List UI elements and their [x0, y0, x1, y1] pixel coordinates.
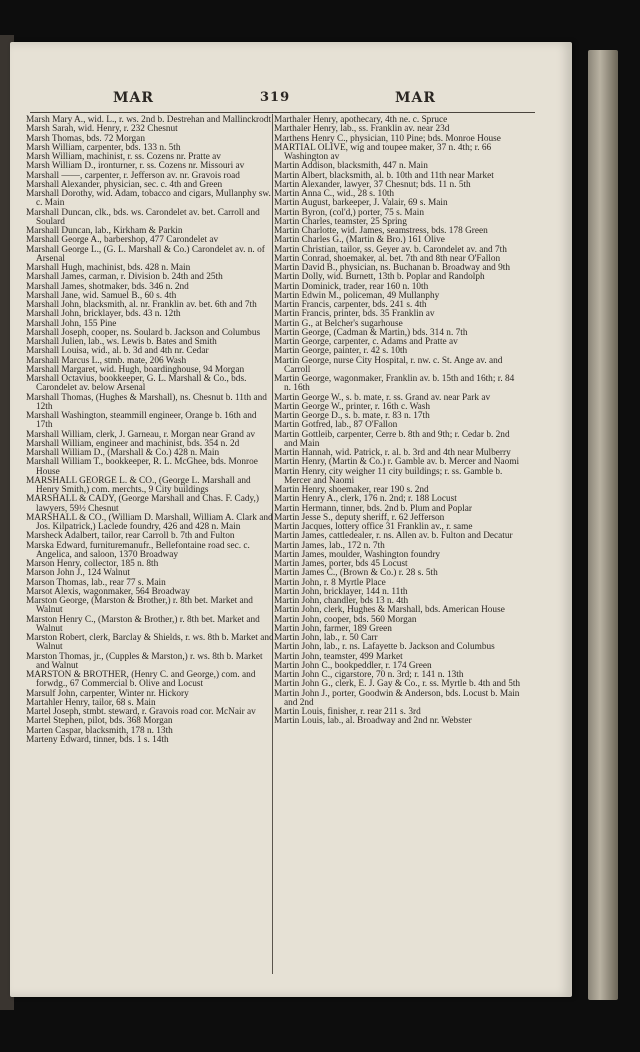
right-column	[274, 116, 522, 727]
directory-entry: Martin John C., bookpeddler, r. 174 Green	[274, 660, 432, 671]
directory-page	[10, 42, 572, 997]
directory-entry: Marsh Mary A., wid. L., r. ws. 2nd b. Destrehan and Mallinckrodt	[26, 115, 272, 125]
directory-entry: Marsh William D., ironturner, r. ss. Cozens nr. Missouri av	[26, 161, 245, 172]
directory-entry: MARSHALL & CO., (William D. Marshall, William A. Clark and Jos. Kilpatrick,) Laclede foundry, 426 and 428 n. Main	[26, 512, 273, 532]
directory-entry: Marshall Duncan, lab., Kirkham & Parkin	[26, 226, 183, 236]
directory-entry: Marsh William, machinist, r. ss. Cozens nr. Pratte av	[26, 152, 221, 162]
directory-entry: Martin John, lab., r. 50 Carr	[274, 633, 378, 643]
directory-entry: Marshall Marcus L., stmb. mate, 206 Wash	[26, 355, 187, 366]
directory-entry: Martin Francis, carpenter, bds. 241 s. 4th	[274, 300, 427, 310]
directory-entry: Marson John J., 124 Walnut	[26, 568, 130, 579]
page-number: 319	[260, 90, 291, 105]
directory-entry: Marsulf John, carpenter, Winter nr. Hickory	[26, 688, 189, 699]
directory-entry: Martin August, barkeeper, J. Valair, 69 s. Main	[274, 198, 448, 209]
directory-entry: Martin George, carpenter, c. Adams and Pratte av	[274, 337, 458, 347]
directory-entry: Martin John, r. 8 Myrtle Place	[274, 577, 386, 588]
directory-entry: Marshall Joseph, cooper, ns. Soulard b. Jackson and Columbus	[26, 327, 261, 338]
directory-entry: Martin John G., clerk, E. J. Gay & Co., r. ss. Myrtle b. 4th and 5th	[274, 679, 521, 690]
directory-entry: Marshall William D., (Marshall & Co.) 428 n. Main	[26, 448, 220, 458]
directory-entry: Marsh Thomas, bds. 72 Morgan	[26, 133, 145, 144]
directory-entry: Marshall Washington, steammill engineer, Orange b. 16th and 17th	[26, 411, 257, 431]
directory-entry: Marsh Sarah, wid. Henry, r. 232 Chesnut	[26, 124, 178, 135]
directory-entry: Martin Christian, tailor, ss. Geyer av. b. Carondelet av. and 7th	[274, 244, 507, 255]
directory-entry: Martin Louis, finisher, r. rear 211 s. 3rd	[274, 707, 421, 717]
directory-entry: Marthaler Henry, apothecary, 4th ne. c. Spruce	[274, 115, 448, 125]
directory-entry: Marshall Julien, lab., ws. Lewis b. Bates and Smith	[26, 337, 217, 347]
directory-entry: Martin Gotfred, lab., 87 O'Fallon	[274, 420, 398, 431]
directory-entry: Marston Henry C., (Marston & Brother,) r. 8th bet. Market and Walnut	[26, 614, 260, 634]
directory-entry: Marthens Henry C., physician, 110 Pine; bds. Monroe House	[274, 133, 501, 144]
directory-entry: Martin Henry A., clerk, 176 n. 2nd; r. 188 Locust	[274, 494, 457, 505]
header-rule	[30, 112, 535, 113]
directory-entry: Martin Francis, printer, bds. 35 Franklin av	[274, 309, 435, 320]
directory-entry: Marson Thomas, lab., rear 77 s. Main	[26, 577, 166, 588]
directory-entry: Martin James, porter, bds 45 Locust	[274, 559, 408, 569]
header-right-guide-word: MAR	[395, 90, 436, 106]
directory-entry: Marshall James, carman, r. Division b. 24th and 25th	[26, 272, 223, 283]
directory-entry: Martin Dolly, wid. Burnett, 13th b. Poplar and Randolph	[274, 272, 485, 283]
directory-entry: Martin John, lab., r. ns. Lafayette b. Jackson and Columbus	[274, 642, 495, 653]
directory-entry: Martin James, moulder, Washington foundry	[274, 549, 441, 560]
directory-entry: Martin Hermann, tinner, bds. 2nd b. Plum and Poplar	[274, 503, 472, 514]
directory-entry: Martahler Henry, tailor, 68 s. Main	[26, 697, 156, 708]
directory-entry: Martin Jesse S., deputy sheriff, r. 62 Jefferson	[274, 512, 445, 523]
page-header	[10, 90, 572, 110]
directory-entry: Martin Henry, shoemaker, rear 190 s. 2nd	[274, 485, 429, 495]
page-stack-edge	[588, 50, 618, 1000]
directory-entry: Marshall William T., bookkeeper, R. L. McGhee, bds. Monroe House	[26, 457, 258, 477]
directory-entry: Martin Henry, (Martin & Co.) r. Gamble av. b. Mercer and Naomi	[274, 457, 520, 468]
directory-entry: Martin Addison, blacksmith, 447 n. Main	[274, 161, 428, 172]
directory-entry: Marska Edward, furnituremanufr., Bellefontaine road sec. c. Angelica, and saloon, 1370 Broadway	[26, 540, 250, 560]
directory-entry: Marshall John, bricklayer, bds. 43 n. 12th	[26, 309, 181, 320]
directory-entry: Martin Dominick, trader, rear 160 n. 10th	[274, 281, 429, 292]
directory-entry: Martin G., at Belcher's sugarhouse	[274, 318, 403, 329]
directory-entry: Martin David B., physician, ns. Buchanan b. Broadway and 9th	[274, 263, 510, 273]
directory-entry: Martin Gottleib, carpenter, Cerre b. 8th and 9th; r. Cedar b. 2nd and Main	[274, 429, 510, 449]
directory-entry: Martin James, lab., 172 n. 7th	[274, 540, 385, 551]
directory-entry: Martin John J., porter, Goodwin & Anderson, bds. Locust b. Main and 2nd	[274, 688, 520, 708]
directory-entry: Marsh William, carpenter, bds. 133 n. 5th	[26, 142, 181, 153]
directory-entry: Martin George, painter, r. 42 s. 10th	[274, 346, 408, 357]
directory-entry: Marshall Jane, wid. Samuel B., 60 s. 4th	[26, 290, 177, 301]
directory-entry: Martin Edwin M., policeman, 49 Mullanphy	[274, 290, 440, 301]
directory-entry: MARSTON & BROTHER, (Henry C. and George,) com. and forwdg., 67 Commercial b. Olive and Locust	[26, 670, 256, 690]
directory-entry: Martin Charlotte, wid. James, seamstress, bds. 178 Green	[274, 226, 488, 236]
directory-entry: Martin George W., s. b. mate, r. ss. Grand av. near Park av	[274, 392, 491, 403]
directory-entry: Martin George D., s. b. mate, r. 83 n. 17th	[274, 411, 430, 421]
directory-entry: Martin John, chandler, bds 13 n. 4th	[274, 596, 409, 606]
left-column	[26, 116, 274, 745]
directory-entry: Martin James, cattledealer, r. ns. Allen av. b. Fulton and Decatur	[274, 531, 513, 542]
directory-entry: Marshall George L., (G. L. Marshall & Co.) Carondelet av. n. of Arsenal	[26, 244, 265, 264]
directory-entry: Martel Joseph, stmbt. steward, r. Gravois road cor. McNair av	[26, 707, 256, 717]
directory-entry: Martin John, cooper, bds. 560 Morgan	[274, 614, 417, 625]
directory-entry: Marshall Octavius, bookkeeper, G. L. Marshall & Co., bds. Carondelet av. below Arsenal	[26, 374, 247, 394]
directory-entry: Martin Charles G., (Martin & Bro.) 161 Olive	[274, 235, 445, 246]
directory-entry: Martin George W., printer, r. 16th c. Wash	[274, 401, 431, 412]
directory-entry: Marshall John, blacksmith, al. nr. Franklin av. bet. 6th and 7th	[26, 300, 257, 310]
directory-entry: Martin Byron, (col'd,) porter, 75 s. Main	[274, 207, 425, 218]
directory-entry: Martel Stephen, pilot, bds. 368 Morgan	[26, 716, 173, 727]
directory-entry: Martin James C., (Brown & Co.) r. 28 s. 5th	[274, 568, 438, 579]
directory-entry: Martin Alexander, lawyer, 37 Chesnut; bds. 11 n. 5th	[274, 179, 471, 190]
directory-entry: Martin Charles, teamster, 25 Spring	[274, 216, 407, 227]
directory-entry: Martin Albert, blacksmith, al. b. 10th and 11th near Market	[274, 170, 494, 181]
directory-entry: Marshall Alexander, physician, sec. c. 4th and Green	[26, 179, 223, 190]
directory-entry: Marsheck Adalbert, tailor, rear Carroll b. 7th and Fulton	[26, 531, 235, 542]
directory-entry: Marston Thomas, jr., (Cupples & Marston,) r. ws. 8th b. Market and Walnut	[26, 651, 263, 671]
directory-entry: Marthaler Henry, lab., ss. Franklin av. near 23d	[274, 124, 450, 135]
directory-entry: Marshall William, engineer and machinist, bds. 354 n. 2d	[26, 438, 240, 449]
directory-entry: Marshall Louisa, wid., al. b. 3d and 4th nr. Cedar	[26, 346, 209, 357]
directory-entry: Martin John, farmer, 189 Green	[274, 623, 392, 634]
directory-entry: MARTIAL OLIVE, wig and toupee maker, 37 n. 4th; r. 66 Washington av	[274, 142, 492, 162]
directory-entry: Marsot Alexis, wagonmaker, 564 Broadway	[26, 586, 190, 597]
directory-entry: Marshall Duncan, clk., bds. ws. Carondelet av. bet. Carroll and Soulard	[26, 207, 260, 227]
directory-entry: Martin Anna C., wid., 28 s. 10th	[274, 189, 395, 199]
directory-entry: Martin John, bricklayer, 144 n. 11th	[274, 586, 408, 597]
directory-entry: Marteny Edward, tinner, bds. 1 s. 14th	[26, 734, 169, 745]
directory-entry: Martin George, (Cadman & Martin,) bds. 314 n. 7th	[274, 327, 468, 338]
directory-entry: Marshall Hugh, machinist, bds. 428 n. Main	[26, 263, 191, 273]
directory-entry: Martin George, nurse City Hospital, r. nw. c. St. Ange av. and Carroll	[274, 355, 503, 375]
directory-entry: MARSHALL & CADY, (George Marshall and Chas. F. Cady,) lawyers, 59½ Chesnut	[26, 494, 259, 514]
directory-entry: Martin Conrad, shoemaker, al. bet. 7th and 8th near O'Fallon	[274, 253, 501, 264]
directory-entry: Martin George, wagonmaker, Franklin av. b. 15th and 16th; r. 84 n. 16th	[274, 374, 515, 394]
directory-entry: Marshall Margaret, wid. Hugh, boardinghouse, 94 Morgan	[26, 364, 245, 375]
directory-entry: Marshall Thomas, (Hughes & Marshall), ns. Chesnut b. 11th and 12th	[26, 392, 267, 412]
directory-entry: Martin Hannah, wid. Patrick, r. al. b. 3rd and 4th near Mulberry	[274, 448, 511, 458]
header-left-guide-word: MAR	[113, 90, 154, 106]
directory-entry: Martin Jacques, lottery office 31 Franklin av., r. same	[274, 522, 473, 532]
directory-entry: Marston George, (Marston & Brother,) r. 8th bet. Market and Walnut	[26, 596, 253, 616]
directory-entry: Martin Henry, city weigher 11 city buildings; r. ss. Gamble b. Mercer and Naomi	[274, 466, 503, 486]
directory-entry: Martin John C., cigarstore, 70 n. 3rd; r. 141 n. 13th	[274, 670, 464, 680]
directory-entry: Martin John, clerk, Hughes & Marshall, bds. American House	[274, 605, 505, 616]
directory-entry: Marshall John, 155 Pine	[26, 318, 117, 329]
directory-entry: Martin John, teamster, 499 Market	[274, 651, 403, 662]
directory-entry: Marten Caspar, blacksmith, 178 n. 13th	[26, 725, 173, 736]
directory-entry: Marson Henry, collector, 185 n. 8th	[26, 559, 159, 569]
directory-entry: Marston Robert, clerk, Barclay & Shields, r. ws. 8th b. Market and Walnut	[26, 633, 274, 653]
directory-entry: Marshall William, clerk, J. Garneau, r. Morgan near Grand av	[26, 429, 256, 440]
directory-entry: Marshall Dorothy, wid. Adam, tobacco and cigars, Mullanphy sw. c. Main	[26, 189, 271, 209]
directory-entry: Martin Louis, lab., al. Broadway and 2nd nr. Webster	[274, 716, 472, 727]
directory-entry: Marshall George A., barbershop, 477 Carondelet av	[26, 235, 219, 246]
directory-entry: Marshall James, shotmaker, bds. 346 n. 2nd	[26, 281, 189, 292]
directory-entry: MARSHALL GEORGE L. & CO., (George L. Marshall and Henry Smith,) com. merchts., 9 City buildings	[26, 475, 251, 495]
directory-entry: Marshall ——, carpenter, r. Jefferson av. nr. Gravois road	[26, 170, 240, 181]
